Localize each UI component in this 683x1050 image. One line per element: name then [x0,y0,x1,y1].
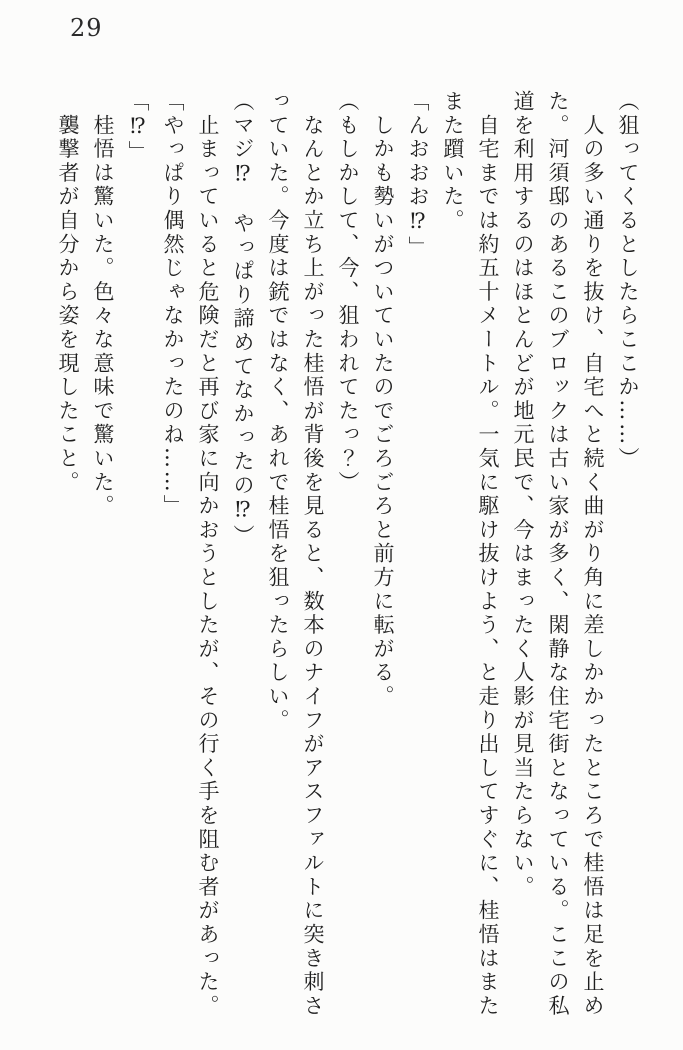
paragraph-dialogue: 「⁉」 [126,90,150,165]
vertical-text-area [50,90,645,1022]
paragraph-thought: （狙ってくるとしたらここか……） [616,90,640,471]
paragraph-narration: しかも勢いがついていたのでごろごろと前方に転がる。 [371,90,395,709]
paragraph-dialogue: 「やっぱり偶然じゃなかったのね……」 [161,90,185,519]
paragraph-dialogue: 「んおおお⁉」 [406,90,430,260]
page-number: 29 [70,14,103,42]
paragraph-narration: 止まっていると危険だと再び家に向かおうとしたが、その行く手を阻む者があった。 [196,90,220,1019]
paragraph-narration: 人の多い通りを抜け、自宅へと続く曲がり角に差しかかったところで桂悟は足を止めた。河須邸のあるこのブロックは古い家が多く、閑静な住宅街となっている。ここの私道を利用するのはほとんどが地元民で、今はまったく人影が見当たらない。 [511,90,605,1019]
paragraph-thought: （もしかして、今、狙われてたっ？） [336,90,360,495]
paragraph-narration: 桂悟は驚いた。色々な意味で驚いた。 [91,90,115,519]
paragraph-narration: 襲撃者が自分から姿を現したこと。 [56,90,80,495]
paragraph-narration: 自宅までは約五十メートル。一気に駆け抜けよう、と走り出してすぐに、桂悟はまたまた躓いた。 [441,90,500,1019]
paragraph-narration: なんとか立ち上がった桂悟が背後を見ると、数本のナイフがアスファルトに突き刺さっていた。今度は銃ではなく、あれで桂悟を狙ったらしい。 [266,90,325,1019]
paragraph-thought: （マジ⁉ やっぱり諦めてなかったの⁉） [231,90,255,549]
